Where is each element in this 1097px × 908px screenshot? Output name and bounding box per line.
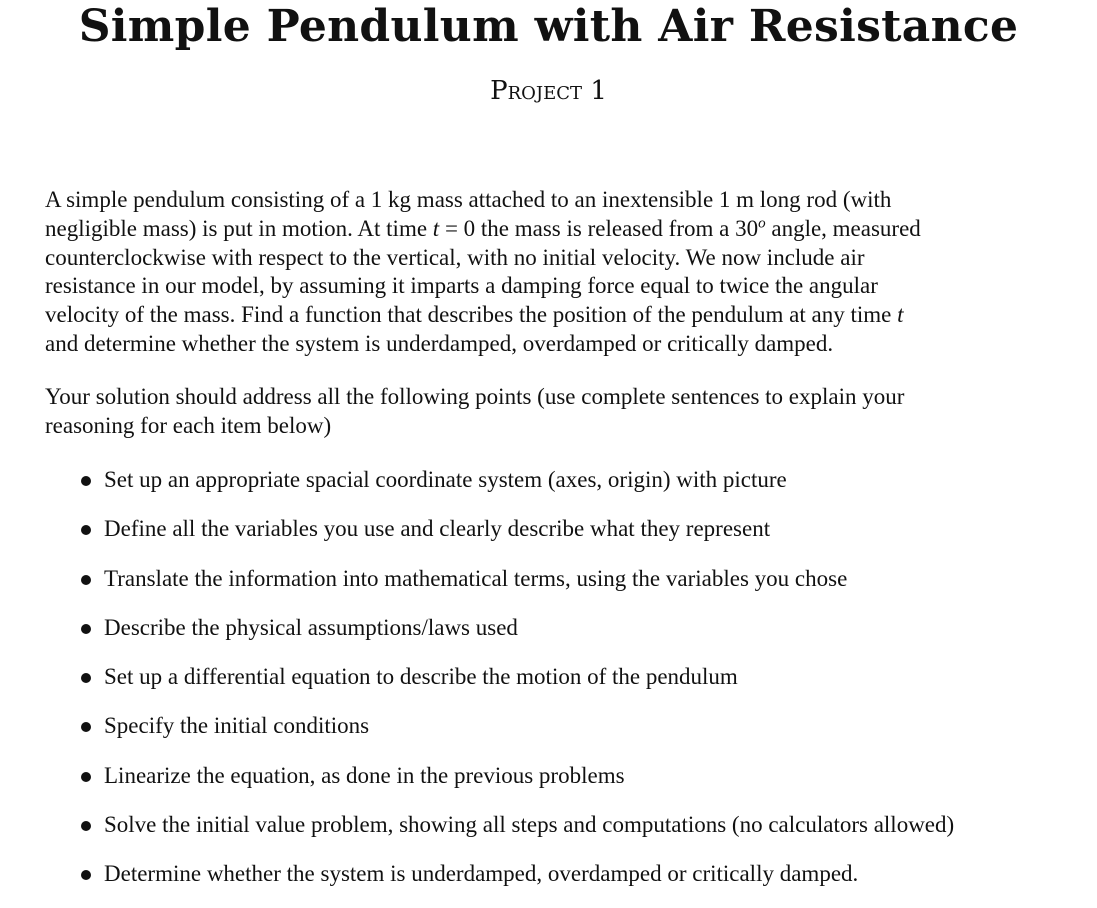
- document-title: Simple Pendulum with Air Resistance: [78, 1, 1019, 52]
- problem-line-6: and determine whether the system is underdamped, overdamped or critically damped.: [45, 330, 834, 356]
- problem-line-2: [45, 215, 1055, 244]
- bullet-icon: [81, 821, 91, 831]
- bullet-icon: [81, 624, 91, 634]
- document-subtitle: Project 1: [490, 76, 607, 106]
- list-item-text: Translate the information into mathematical terms, using the variables you chose: [104, 565, 848, 591]
- bullet-icon: [81, 870, 91, 880]
- list-item-text: Describe the physical assumptions/laws used: [104, 614, 518, 640]
- problem-line-3: counterclockwise with respect to the vertical, with no initial velocity. We now include air: [45, 244, 865, 270]
- list-item-text: Set up an appropriate spacial coordinate system (axes, origin) with picture: [104, 467, 787, 492]
- problem-line-2-text-c: angle, measured: [765, 215, 921, 241]
- bullet-icon: [81, 722, 91, 732]
- list-item: [78, 612, 954, 661]
- degree-superscript: o: [758, 215, 766, 232]
- list-item: [78, 710, 954, 759]
- list-item-text: Set up a differential equation to describe the motion of the pendulum: [104, 664, 738, 690]
- problem-line-5: [45, 301, 1055, 330]
- problem-line-5-text: velocity of the mass. Find a function that describes the position of the pendulum at any time: [45, 302, 898, 328]
- bullet-icon: [81, 575, 91, 585]
- list-item-text: Linearize the equation, as done in the previous problems: [104, 762, 625, 788]
- problem-line-2-text-b: = 0 the mass is released from a 30: [439, 215, 759, 241]
- list-item: [78, 858, 954, 907]
- instructions-line-2: reasoning for each item below): [45, 412, 332, 438]
- instructions-paragraph: [45, 383, 1055, 441]
- problem-statement: [45, 186, 1055, 359]
- instructions-line-1: Your solution should address all the following points (use complete sentences to explain your: [45, 384, 905, 409]
- bullet-icon: [81, 525, 91, 535]
- bullet-icon: [81, 772, 91, 782]
- time-variable-2: t: [897, 302, 904, 328]
- bullet-icon: [81, 673, 91, 683]
- requirements-list: [78, 464, 954, 908]
- list-item-text: Solve the initial value problem, showing all steps and computations (no calculators allowed): [104, 812, 955, 838]
- list-item: [78, 661, 954, 710]
- problem-line-1: A simple pendulum consisting of a 1 kg mass attached to an inextensible 1 m long rod (with: [45, 187, 892, 212]
- problem-line-2-text-a: negligible mass) is put in motion. At time: [45, 215, 433, 241]
- problem-line-4: resistance in our model, by assuming it imparts a damping force equal to twice the angular: [45, 273, 878, 299]
- bullet-icon: [81, 476, 91, 486]
- list-item: [78, 760, 954, 809]
- time-variable: t: [432, 215, 440, 241]
- list-item: [78, 563, 954, 612]
- list-item: [78, 513, 954, 562]
- list-item-text: Define all the variables you use and clearly describe what they represent: [104, 516, 771, 542]
- list-item-text: Determine whether the system is underdamped, overdamped or critically damped.: [104, 861, 859, 887]
- list-item: [78, 464, 954, 513]
- list-item-text: Specify the initial conditions: [104, 713, 370, 739]
- list-item: [78, 809, 954, 858]
